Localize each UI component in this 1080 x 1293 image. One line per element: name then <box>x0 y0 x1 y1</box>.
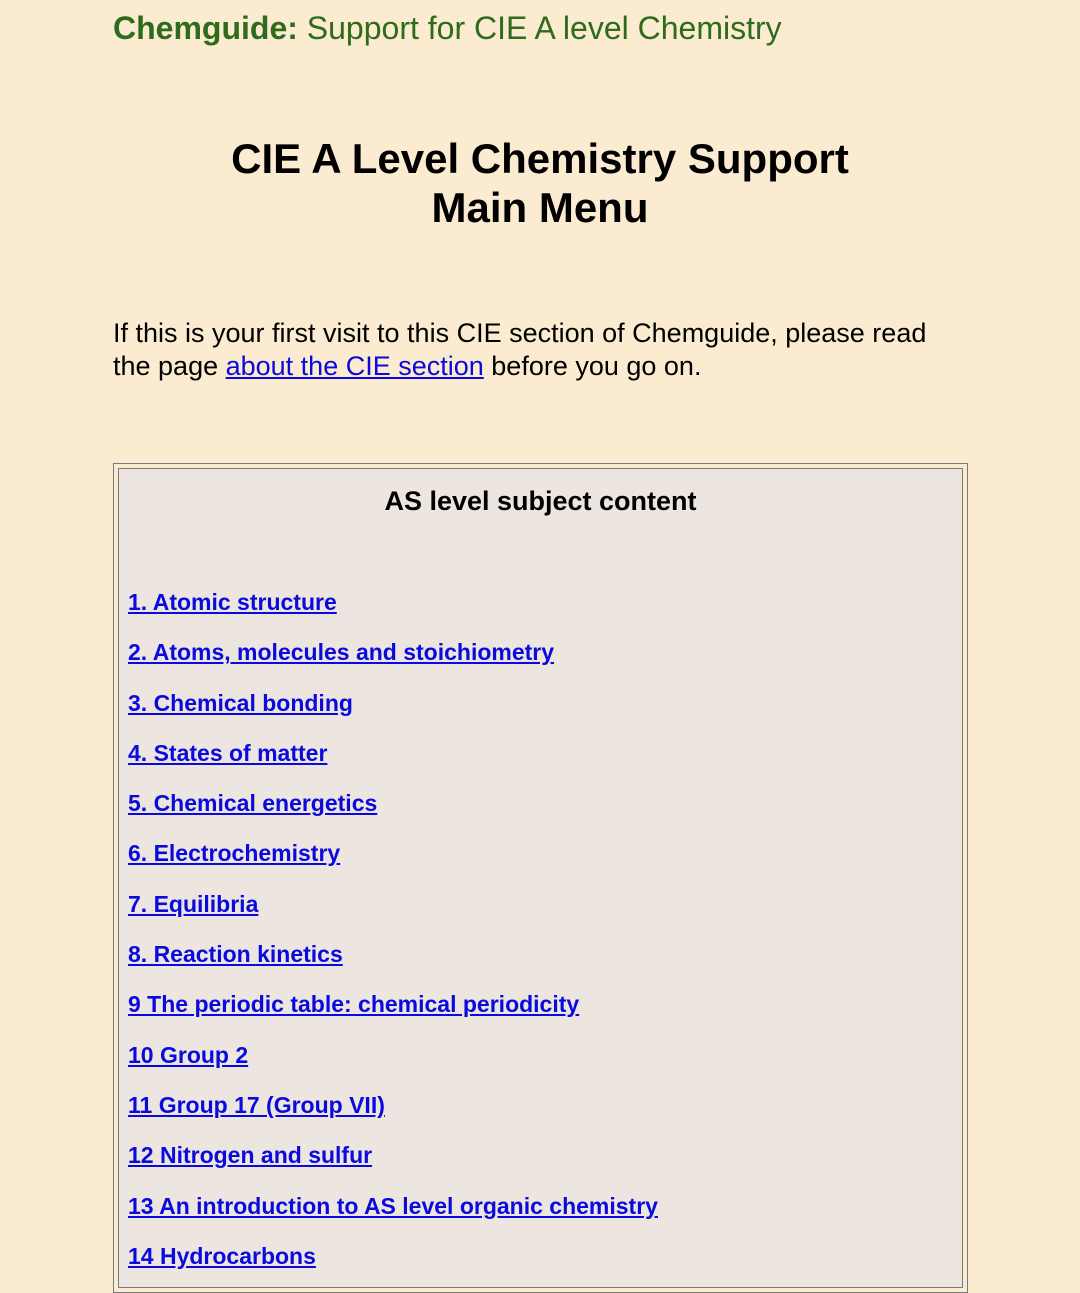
intro-text-before: If this is your first visit to this CIE section of Chemguide, please read the page <box>113 318 927 381</box>
topic-link-equilibria[interactable]: 7. Equilibria <box>128 890 259 917</box>
page-title <box>0 134 1080 232</box>
intro-text-after: before you go on. <box>483 351 702 381</box>
topic-item <box>128 738 658 788</box>
page-title-line-1: CIE A Level Chemistry Support <box>231 135 849 182</box>
as-content-heading: AS level subject content <box>384 486 697 516</box>
topic-item <box>128 1040 658 1090</box>
topic-item <box>128 989 658 1039</box>
as-content-panel <box>118 468 963 1288</box>
topic-link-electrochemistry[interactable]: 6. Electrochemistry <box>128 840 341 867</box>
topic-item <box>128 939 658 989</box>
topic-item <box>128 587 658 637</box>
topic-link-chemical-bonding[interactable]: 3. Chemical bonding <box>128 689 353 716</box>
topic-item <box>128 637 658 687</box>
topic-link-chemical-energetics[interactable]: 5. Chemical energetics <box>128 790 378 817</box>
topic-item <box>128 1241 658 1291</box>
as-content-box <box>113 463 968 1293</box>
topic-link-group-17[interactable]: 11 Group 17 (Group VII) <box>128 1091 385 1118</box>
topic-link-states-of-matter[interactable]: 4. States of matter <box>128 739 328 766</box>
topic-item <box>128 788 658 838</box>
topic-link-periodic-table[interactable]: 9 The periodic table: chemical periodicity <box>128 991 580 1018</box>
site-brand: Chemguide: <box>113 10 298 46</box>
topic-list <box>128 587 658 1291</box>
topic-item <box>128 889 658 939</box>
topic-item <box>128 1140 658 1190</box>
topic-link-stoichiometry[interactable]: 2. Atoms, molecules and stoichiometry <box>128 639 555 666</box>
topic-link-group-2[interactable]: 10 Group 2 <box>128 1041 249 1068</box>
page-title-line-2: Main Menu <box>431 184 649 231</box>
site-subtitle: Support for CIE A level Chemistry <box>297 10 782 46</box>
site-header <box>113 8 782 48</box>
topic-link-organic-intro[interactable]: 13 An introduction to AS level organic chemistry <box>128 1192 658 1219</box>
topic-link-reaction-kinetics[interactable]: 8. Reaction kinetics <box>128 941 343 968</box>
topic-item <box>128 1090 658 1140</box>
topic-item <box>128 688 658 738</box>
topic-link-nitrogen-sulfur[interactable]: 12 Nitrogen and sulfur <box>128 1142 373 1169</box>
topic-link-atomic-structure[interactable]: 1. Atomic structure <box>128 589 337 615</box>
topic-link-hydrocarbons[interactable]: 14 Hydrocarbons <box>128 1242 316 1269</box>
topic-item <box>128 1191 658 1241</box>
topic-item <box>128 838 658 888</box>
intro-paragraph <box>113 317 953 383</box>
about-cie-section-link[interactable]: about the CIE section <box>225 351 484 381</box>
